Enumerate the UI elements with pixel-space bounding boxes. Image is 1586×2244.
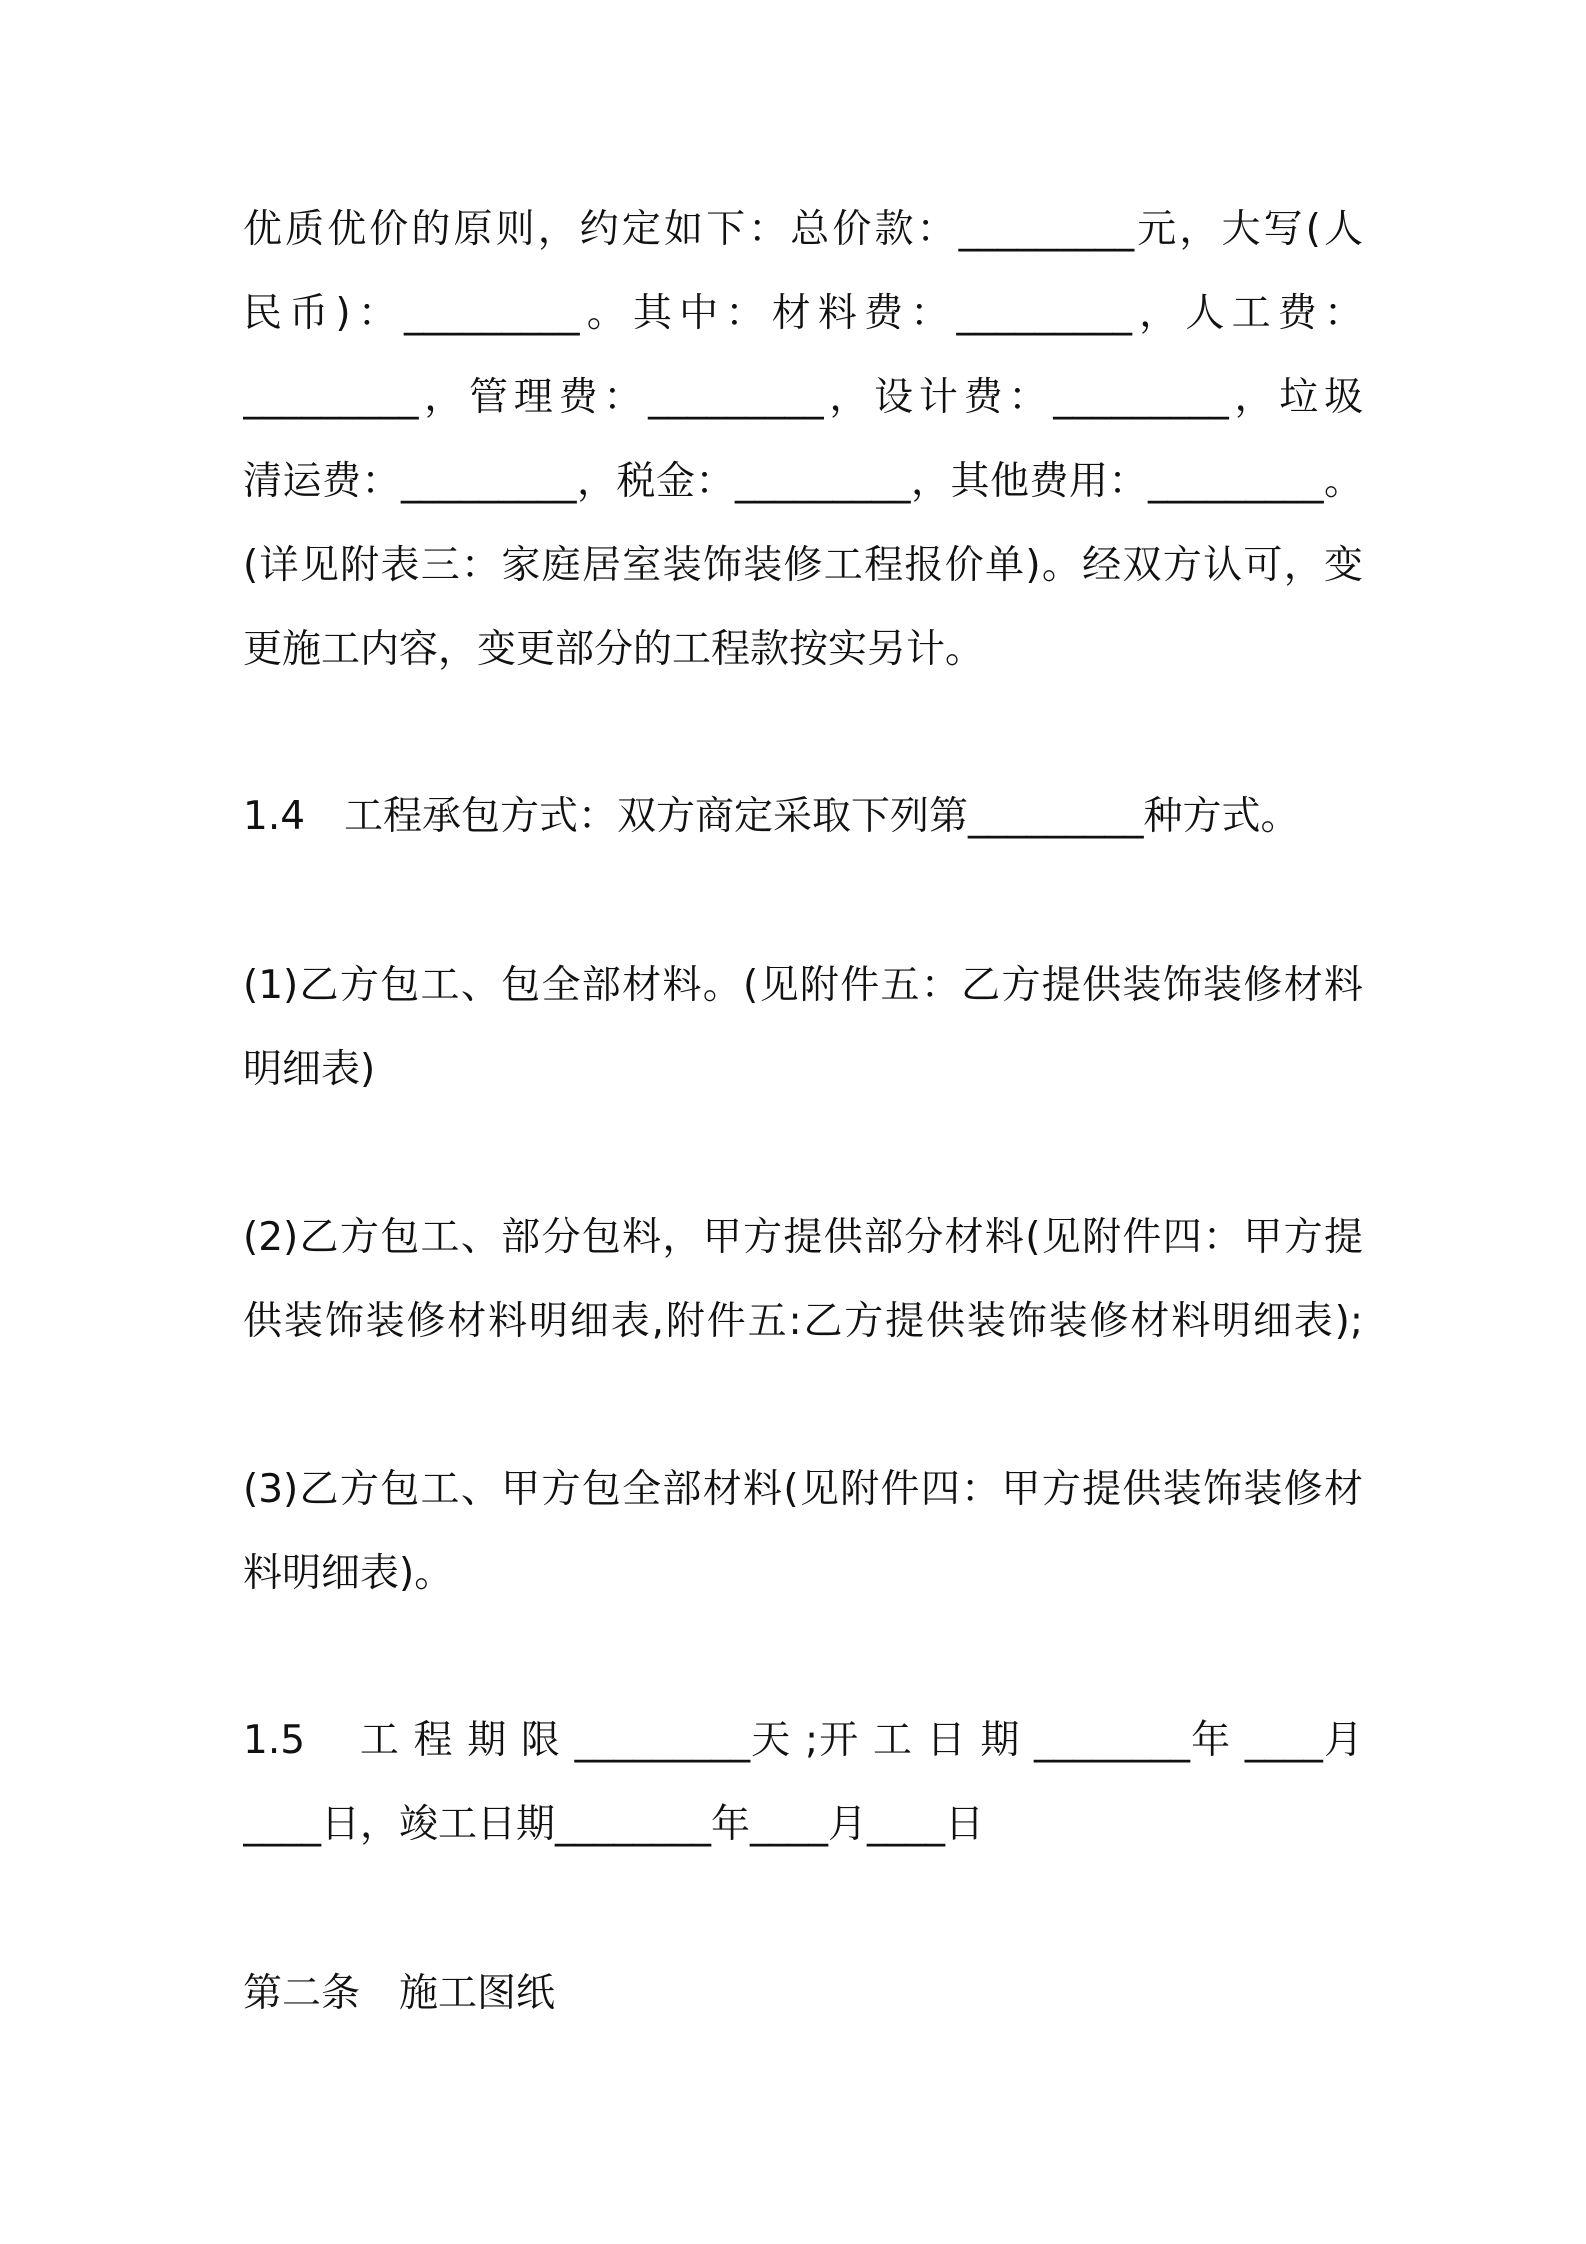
option-3-line-2: 料明细表)。 [243, 1551, 454, 1596]
price-paragraph-line-3: _________，管理费：_________，设计费：_________，垃圾 [243, 375, 1363, 420]
section-1-5-line-1: 1.5 工 程 期 限 _________天 ;开 工 日 期 ________年 ____月 [243, 1718, 1363, 1763]
option-2-line-1: (2)乙方包工、部分包料，甲方提供部分材料(见附件四：甲方提 [243, 1215, 1363, 1260]
option-2-line-2: 供装饰装修材料明细表,附件五:乙方提供装饰装修材料明细表); [243, 1299, 1363, 1344]
price-paragraph-line-2: 民币)：_________。其中：材料费：_________，人工费： [243, 291, 1363, 336]
option-1-line-2: 明细表) [243, 1047, 376, 1092]
article-2-heading: 第二条 施工图纸 [243, 1971, 556, 2016]
price-paragraph-line-1: 优质优价的原则，约定如下：总价款：_________元，大写(人 [243, 207, 1363, 252]
option-1-line-1: (1)乙方包工、包全部材料。(见附件五：乙方提供装饰装修材料 [243, 963, 1363, 1008]
section-1-4-heading: 1.4 工程承包方式：双方商定采取下列第_________种方式。 [243, 794, 1300, 839]
price-paragraph-line-5: (详见附表三：家庭居室装饰装修工程报价单)。经双方认可，变 [243, 543, 1363, 588]
price-paragraph-line-6: 更施工内容，变更部分的工程款按实另计。 [243, 627, 985, 672]
section-1-5-line-2: ____日，竣工日期________年____月____日 [243, 1802, 985, 1847]
option-3-line-1: (3)乙方包工、甲方包全部材料(见附件四：甲方提供装饰装修材 [243, 1467, 1363, 1512]
price-paragraph-line-4: 清运费：_________，税金：_________，其他费用：_________。 [243, 459, 1363, 504]
